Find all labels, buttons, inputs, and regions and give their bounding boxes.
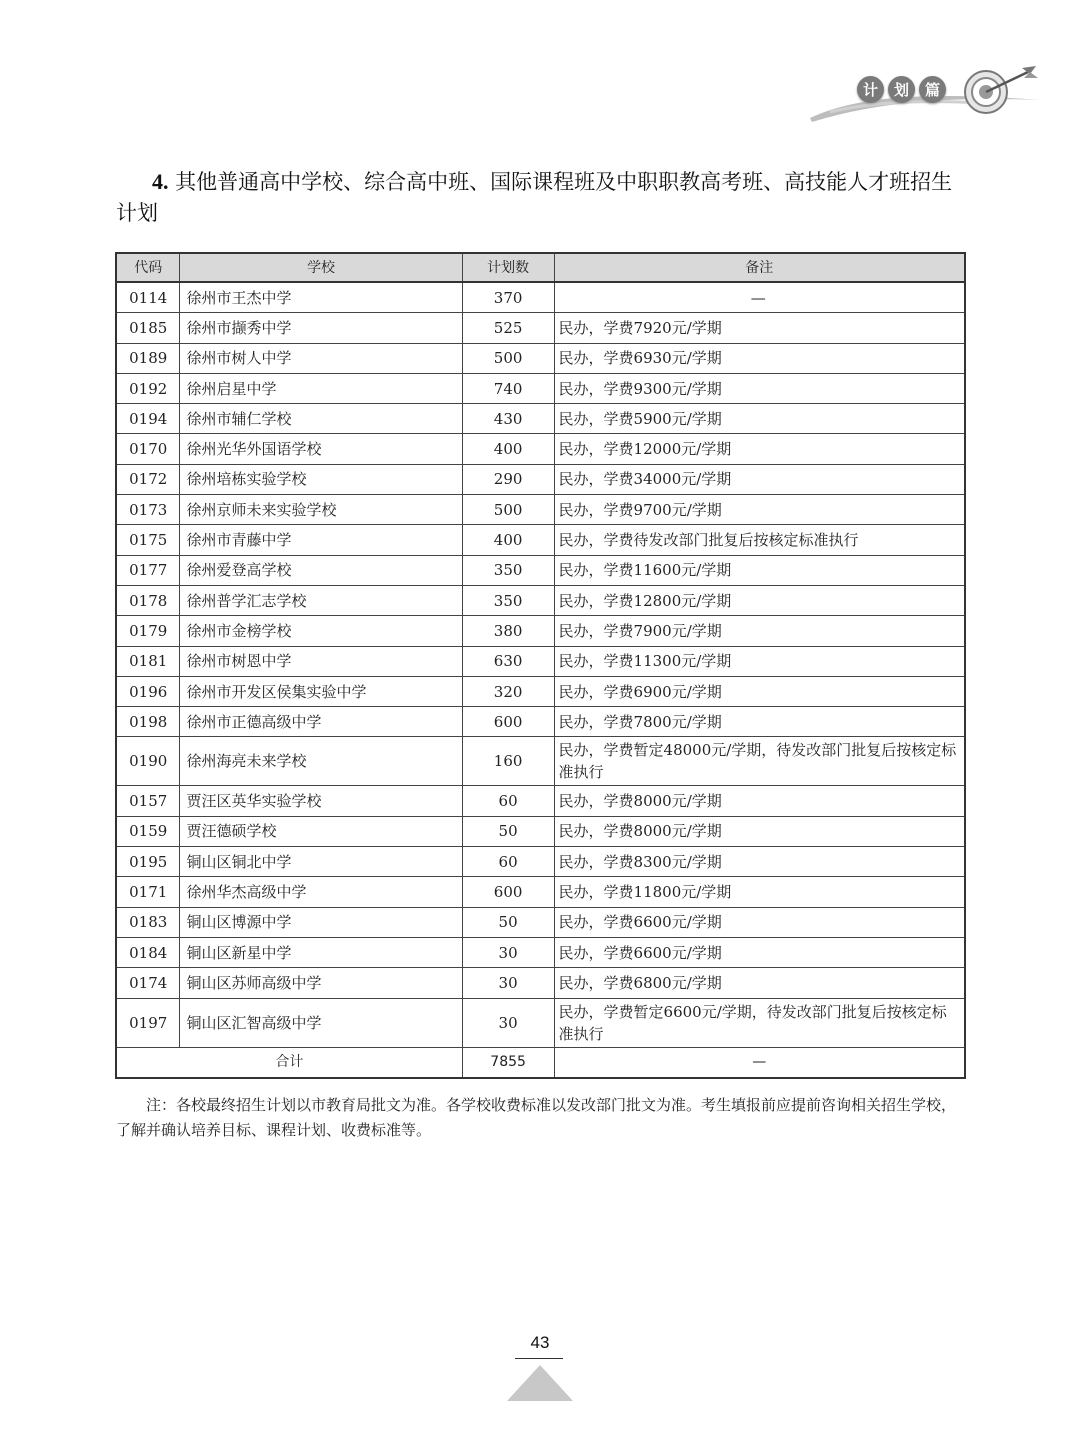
cell-code: 0171 — [116, 877, 180, 907]
cell-code: 0159 — [116, 816, 180, 846]
cell-school: 铜山区新星中学 — [180, 937, 462, 967]
cell-note: 民办，学费6600元/学期 — [554, 907, 965, 937]
section-title — [116, 166, 971, 229]
cell-school: 铜山区铜北中学 — [180, 847, 462, 877]
table-row — [116, 313, 965, 343]
table-row — [116, 968, 965, 998]
cell-note: 民办，学费6900元/学期 — [554, 676, 965, 706]
cell-code: 0194 — [116, 404, 180, 434]
total-label: 合计 — [116, 1047, 462, 1078]
cell-count: 525 — [462, 313, 554, 343]
cell-count: 500 — [462, 495, 554, 525]
total-count: 7855 — [462, 1047, 554, 1078]
table-row — [116, 525, 965, 555]
cell-note: 民办，学费12000元/学期 — [554, 434, 965, 464]
cell-code: 0178 — [116, 585, 180, 615]
header-count: 计划数 — [462, 253, 554, 282]
header-school: 学校 — [180, 253, 462, 282]
chapter-badge — [857, 76, 946, 103]
table-row — [116, 877, 965, 907]
cell-school: 徐州华杰高级中学 — [180, 877, 462, 907]
section-number: 4. — [152, 169, 169, 194]
cell-count: 60 — [462, 847, 554, 877]
cell-code: 0172 — [116, 464, 180, 494]
cell-code: 0195 — [116, 847, 180, 877]
cell-code: 0174 — [116, 968, 180, 998]
cell-count: 350 — [462, 555, 554, 585]
cell-note: 民办，学费7800元/学期 — [554, 707, 965, 737]
table-row — [116, 737, 965, 786]
cell-note: 民办，学费9700元/学期 — [554, 495, 965, 525]
total-note: — — [554, 1047, 965, 1078]
enrollment-plan-table — [115, 252, 966, 1079]
cell-note: 民办，学费待发改部门批复后按核定标准执行 — [554, 525, 965, 555]
table-row — [116, 998, 965, 1047]
cell-count: 30 — [462, 937, 554, 967]
cell-note: 民办，学费6600元/学期 — [554, 937, 965, 967]
cell-school: 铜山区苏师高级中学 — [180, 968, 462, 998]
cell-count: 290 — [462, 464, 554, 494]
cell-note: 民办，学费11300元/学期 — [554, 646, 965, 676]
table-row — [116, 373, 965, 403]
cell-school: 铜山区博源中学 — [180, 907, 462, 937]
cell-code: 0192 — [116, 373, 180, 403]
cell-school: 徐州市正德高级中学 — [180, 707, 462, 737]
cell-note: 民办，学费8300元/学期 — [554, 847, 965, 877]
cell-note: 民办，学费8000元/学期 — [554, 786, 965, 816]
cell-code: 0185 — [116, 313, 180, 343]
cell-note: 民办，学费7900元/学期 — [554, 616, 965, 646]
cell-school: 徐州市开发区侯集实验中学 — [180, 676, 462, 706]
cell-note: 民办，学费11600元/学期 — [554, 555, 965, 585]
cell-code: 0181 — [116, 646, 180, 676]
cell-note: 民办，学费暂定6600元/学期，待发改部门批复后按核定标准执行 — [554, 998, 965, 1047]
table-row — [116, 495, 965, 525]
cell-school: 贾汪德硕学校 — [180, 816, 462, 846]
cell-code: 0157 — [116, 786, 180, 816]
table-row — [116, 464, 965, 494]
cell-count: 60 — [462, 786, 554, 816]
cell-note: 民办，学费12800元/学期 — [554, 585, 965, 615]
cell-count: 380 — [462, 616, 554, 646]
section-title-text: 其他普通高中学校、综合高中班、国际课程班及中职职教高考班、高技能人才班招生计划 — [116, 170, 953, 225]
table-row — [116, 555, 965, 585]
cell-count: 600 — [462, 877, 554, 907]
cell-school: 徐州市辅仁学校 — [180, 404, 462, 434]
header-swoosh-decoration — [0, 0, 1080, 140]
table-row — [116, 434, 965, 464]
cell-code: 0179 — [116, 616, 180, 646]
page-number: 43 — [530, 1333, 550, 1352]
cell-school: 徐州普学汇志学校 — [180, 585, 462, 615]
table-header-row — [116, 253, 965, 282]
cell-code: 0197 — [116, 998, 180, 1047]
cell-school: 徐州培栋实验学校 — [180, 464, 462, 494]
header-note: 备注 — [554, 253, 965, 282]
cell-note: — — [554, 282, 965, 313]
cell-note: 民办，学费暂定48000元/学期，待发改部门批复后按核定标准执行 — [554, 737, 965, 786]
table-row — [116, 616, 965, 646]
cell-code: 0196 — [116, 676, 180, 706]
page-number-rule — [515, 1358, 563, 1359]
table-row — [116, 937, 965, 967]
table-row — [116, 646, 965, 676]
cell-code: 0190 — [116, 737, 180, 786]
cell-school: 徐州市金榜学校 — [180, 616, 462, 646]
table-row — [116, 676, 965, 706]
footnote: 注：各校最终招生计划以市教育局批文为准。各学校收费标准以发改部门批文为准。考生填报前应提前咨询相关招生学校，了解并确认培养目标、课程计划、收费标准等。 — [116, 1096, 957, 1139]
cell-count: 630 — [462, 646, 554, 676]
page-triangle-decoration — [507, 1365, 573, 1401]
cell-code: 0114 — [116, 282, 180, 313]
cell-count: 740 — [462, 373, 554, 403]
cell-school: 徐州光华外国语学校 — [180, 434, 462, 464]
table-row — [116, 343, 965, 373]
cell-school: 徐州京师未来实验学校 — [180, 495, 462, 525]
table-body — [116, 282, 965, 1047]
chapter-char: 划 — [888, 76, 915, 103]
cell-code: 0198 — [116, 707, 180, 737]
cell-count: 50 — [462, 816, 554, 846]
table-row — [116, 907, 965, 937]
chapter-char: 计 — [857, 76, 884, 103]
cell-count: 600 — [462, 707, 554, 737]
cell-code: 0175 — [116, 525, 180, 555]
table-total-row — [116, 1047, 965, 1078]
target-dart-icon — [962, 60, 1042, 118]
cell-count: 400 — [462, 525, 554, 555]
table-row — [116, 404, 965, 434]
chapter-char: 篇 — [919, 76, 946, 103]
cell-count: 160 — [462, 737, 554, 786]
cell-note: 民办，学费8000元/学期 — [554, 816, 965, 846]
cell-count: 430 — [462, 404, 554, 434]
cell-code: 0189 — [116, 343, 180, 373]
cell-school: 徐州海亮未来学校 — [180, 737, 462, 786]
cell-note: 民办，学费6800元/学期 — [554, 968, 965, 998]
cell-note: 民办，学费5900元/学期 — [554, 404, 965, 434]
table-row — [116, 847, 965, 877]
cell-count: 30 — [462, 968, 554, 998]
cell-code: 0183 — [116, 907, 180, 937]
cell-note: 民办，学费34000元/学期 — [554, 464, 965, 494]
cell-school: 徐州市树人中学 — [180, 343, 462, 373]
cell-code: 0173 — [116, 495, 180, 525]
cell-school: 铜山区汇智高级中学 — [180, 998, 462, 1047]
table-row — [116, 585, 965, 615]
cell-note: 民办，学费9300元/学期 — [554, 373, 965, 403]
cell-school: 徐州市王杰中学 — [180, 282, 462, 313]
cell-note: 民办，学费6930元/学期 — [554, 343, 965, 373]
cell-school: 徐州市树恩中学 — [180, 646, 462, 676]
cell-note: 民办，学费7920元/学期 — [554, 313, 965, 343]
cell-school: 徐州市青藤中学 — [180, 525, 462, 555]
table-row — [116, 786, 965, 816]
cell-school: 贾汪区英华实验学校 — [180, 786, 462, 816]
cell-code: 0177 — [116, 555, 180, 585]
cell-school: 徐州市撷秀中学 — [180, 313, 462, 343]
cell-count: 50 — [462, 907, 554, 937]
cell-count: 370 — [462, 282, 554, 313]
header-code: 代码 — [116, 253, 180, 282]
cell-code: 0184 — [116, 937, 180, 967]
cell-school: 徐州启星中学 — [180, 373, 462, 403]
table-row — [116, 707, 965, 737]
cell-count: 320 — [462, 676, 554, 706]
cell-note: 民办，学费11800元/学期 — [554, 877, 965, 907]
cell-school: 徐州爱登高学校 — [180, 555, 462, 585]
table-row — [116, 816, 965, 846]
cell-count: 30 — [462, 998, 554, 1047]
cell-code: 0170 — [116, 434, 180, 464]
table-row — [116, 282, 965, 313]
cell-count: 400 — [462, 434, 554, 464]
cell-count: 350 — [462, 585, 554, 615]
cell-count: 500 — [462, 343, 554, 373]
